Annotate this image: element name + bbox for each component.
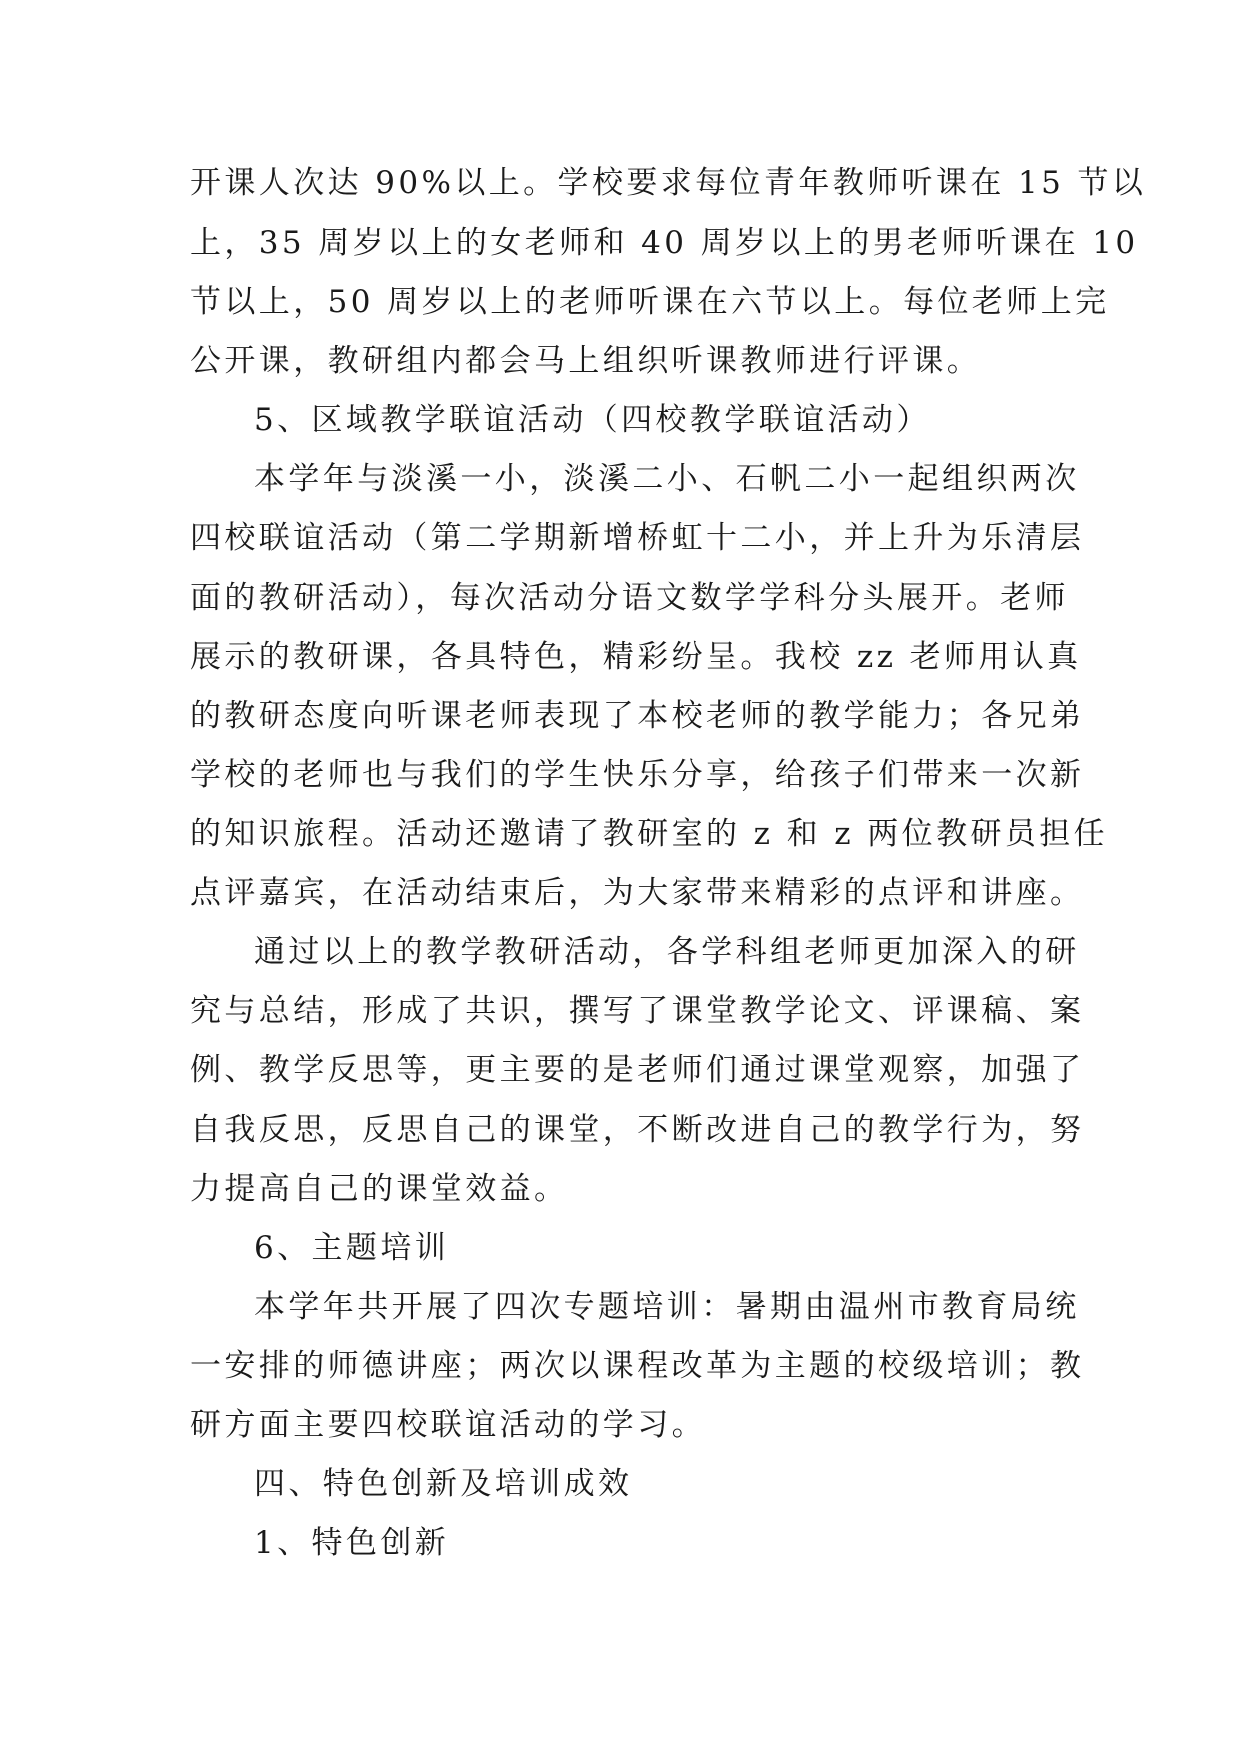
text-line: 本学年与淡溪一小，淡溪二小、石帆二小一起组织两次: [254, 461, 1080, 497]
text-line: 力提高自己的课堂效益。: [190, 1171, 569, 1207]
text-line: 一安排的师德讲座；两次以课程改革为主题的校级培训；教: [190, 1348, 1085, 1384]
text-line: 学校的老师也与我们的学生快乐分享，给孩子们带来一次新: [190, 757, 1085, 793]
text-line: 展示的教研课，各具特色，精彩纷呈。我校 zz 老师用认真: [190, 639, 1082, 675]
section-heading: 5、区域教学联谊活动（四校教学联谊活动）: [254, 402, 931, 438]
text-line: 究与总结，形成了共识，撰写了课堂教学论文、评课稿、案: [190, 993, 1085, 1029]
text-line: 点评嘉宾，在活动结束后，为大家带来精彩的点评和讲座。: [190, 875, 1085, 911]
text-line: 四校联谊活动（第二学期新增桥虹十二小，并上升为乐清层: [190, 520, 1085, 556]
section-heading: 1、特色创新: [254, 1525, 450, 1561]
text-line: 面的教研活动），每次活动分语文数学学科分头展开。老师: [190, 580, 1069, 616]
text-line: 节以上，50 周岁以上的老师听课在六节以上。每位老师上完: [190, 284, 1110, 320]
text-line: 本学年共开展了四次专题培训：暑期由温州市教育局统: [254, 1289, 1080, 1325]
text-line: 公开课，教研组内都会马上组织听课教师进行评课。: [190, 343, 982, 379]
text-line: 例、教学反思等，更主要的是老师们通过课堂观察，加强了: [190, 1052, 1085, 1088]
text-line: 开课人次达 90%以上。学校要求每位青年教师听课在 15 节以: [190, 165, 1147, 201]
text-line: 的知识旅程。活动还邀请了教研室的 z 和 z 两位教研员担任: [190, 816, 1109, 852]
text-line: 的教研态度向听课老师表现了本校老师的教学能力；各兄弟: [190, 698, 1085, 734]
text-line: 研方面主要四校联谊活动的学习。: [190, 1407, 706, 1443]
text-line: 自我反思，反思自己的课堂，不断改进自己的教学行为，努: [190, 1112, 1085, 1148]
section-heading: 四、特色创新及培训成效: [254, 1466, 633, 1502]
text-line: 通过以上的教学教研活动，各学科组老师更加深入的研: [254, 934, 1080, 970]
section-heading: 6、主题培训: [254, 1230, 450, 1266]
text-line: 上，35 周岁以上的女老师和 40 周岁以上的男老师听课在 10: [190, 225, 1139, 261]
